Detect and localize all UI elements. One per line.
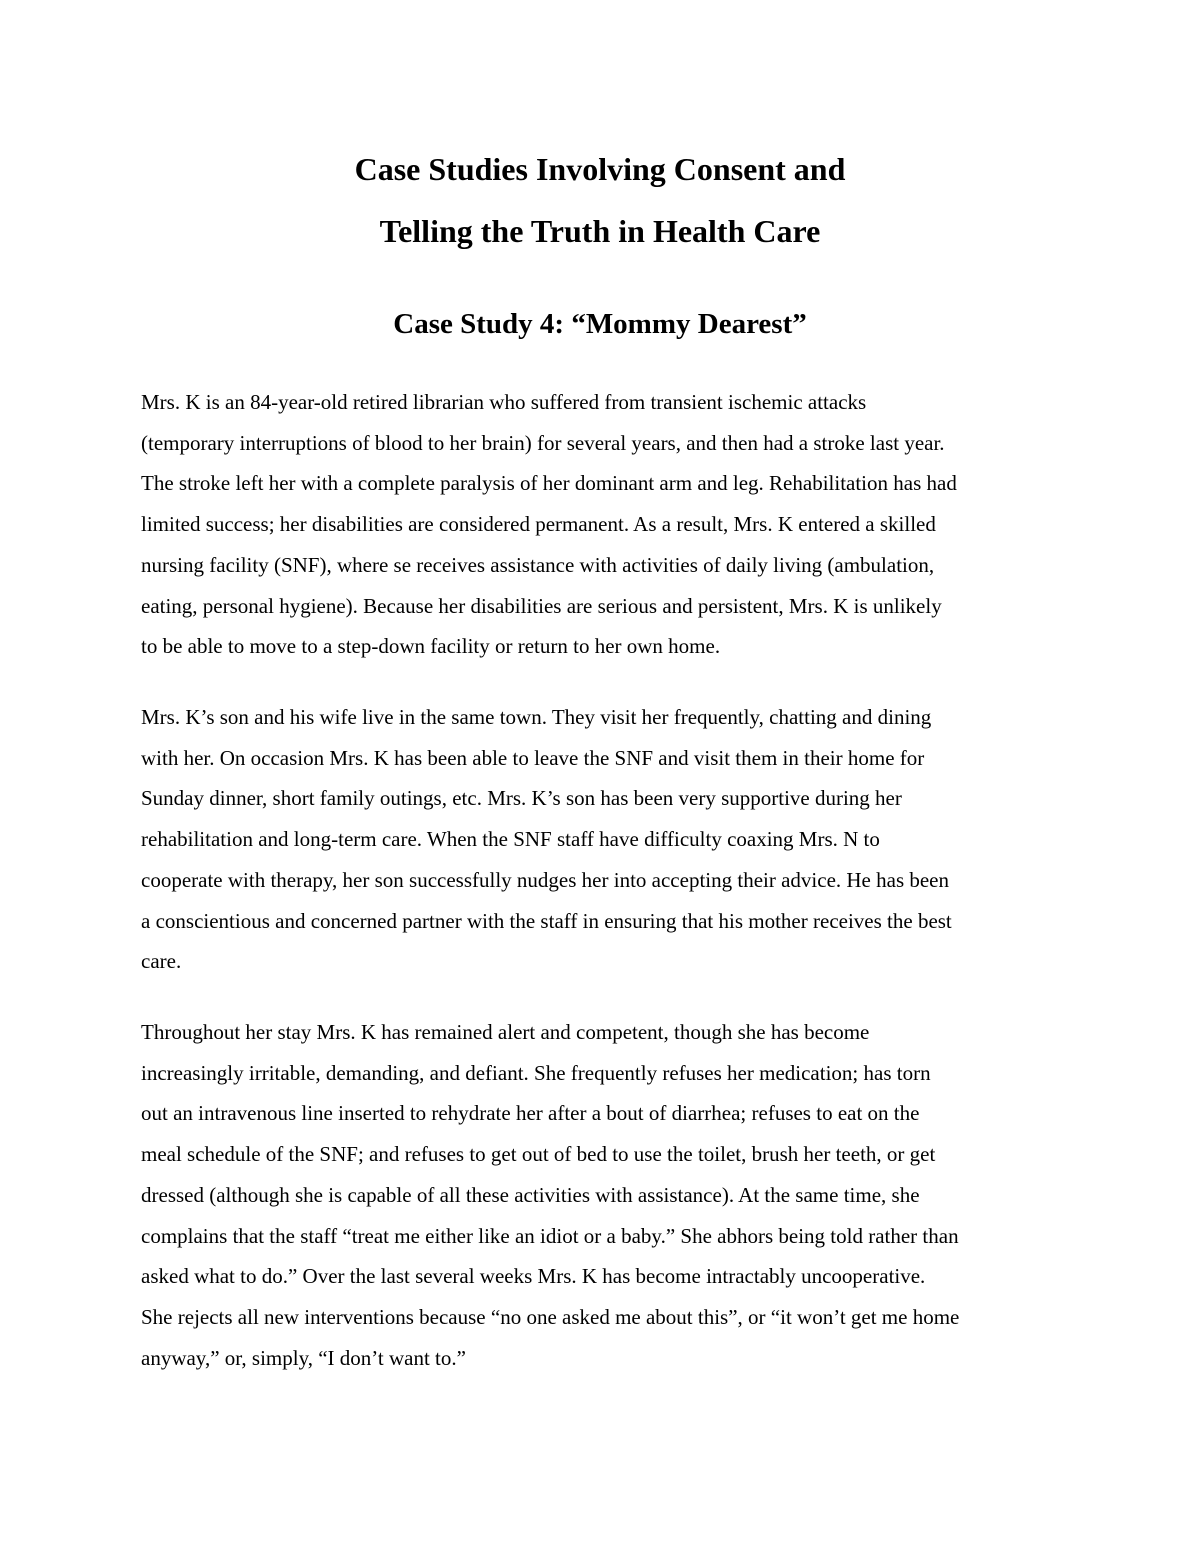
text-line: out an intravenous line inserted to rehydrate her after a bout of diarrhea; refuses to eat on the	[141, 1101, 920, 1126]
text-line: care.	[141, 949, 182, 974]
title-line-1: Case Studies Involving Consent and	[354, 151, 846, 187]
text-line: (temporary interruptions of blood to her brain) for several years, and then had a stroke last year.	[141, 430, 945, 455]
text-line: Throughout her stay Mrs. K has remained alert and competent, though she has become	[141, 1020, 870, 1044]
text-line: The stroke left her with a complete paralysis of her dominant arm and leg. Rehabilitation has had	[141, 471, 957, 496]
case-study-heading: Case Study 4: “Mommy Dearest”	[393, 308, 807, 340]
paragraph-behavior	[141, 1012, 1081, 1378]
text-line: Mrs. K is an 84-year-old retired librarian who suffered from transient ischemic attacks	[141, 390, 867, 414]
document-title	[0, 138, 1200, 262]
text-line: a conscientious and concerned partner with the staff in ensuring that his mother receives the best	[141, 908, 952, 933]
text-line: complains that the staff “treat me either like an idiot or a baby.” She abhors being told rather than	[141, 1223, 959, 1248]
text-line: Mrs. K’s son and his wife live in the same town. They visit her frequently, chatting and dining	[141, 705, 932, 729]
text-line: to be able to move to a step-down facility or return to her own home.	[141, 634, 721, 659]
text-line: dressed (although she is capable of all these activities with assistance). At the same time, she	[141, 1182, 920, 1207]
text-line: She rejects all new interventions because “no one asked me about this”, or “it won’t get me home	[141, 1304, 960, 1329]
text-line: limited success; her disabilities are considered permanent. As a result, Mrs. K entered a skilled	[141, 512, 936, 537]
text-line: with her. On occasion Mrs. K has been able to leave the SNF and visit them in their home for	[141, 745, 925, 770]
text-line: asked what to do.” Over the last several weeks Mrs. K has become intractably uncooperative.	[141, 1264, 926, 1289]
paragraph-family	[141, 697, 1081, 982]
text-line: anyway,” or, simply, “I don’t want to.”	[141, 1345, 466, 1370]
text-line: Sunday dinner, short family outings, etc. Mrs. K’s son has been very supportive during her	[141, 786, 902, 811]
text-line: nursing facility (SNF), where se receives assistance with activities of daily living (ambulation,	[141, 552, 935, 577]
text-line: rehabilitation and long-term care. When the SNF staff have difficulty coaxing Mrs. N to	[141, 827, 880, 852]
paragraph-background	[141, 382, 1081, 667]
text-line: eating, personal hygiene). Because her disabilities are serious and persistent, Mrs. K is unlikely	[141, 593, 942, 618]
text-line: cooperate with therapy, her son successfully nudges her into accepting their advice. He has been	[141, 867, 950, 892]
text-line: increasingly irritable, demanding, and defiant. She frequently refuses her medication; has torn	[141, 1060, 931, 1085]
title-line-2: Telling the Truth in Health Care	[379, 213, 821, 249]
text-line: meal schedule of the SNF; and refuses to get out of bed to use the toilet, brush her teeth, or get	[141, 1142, 936, 1167]
